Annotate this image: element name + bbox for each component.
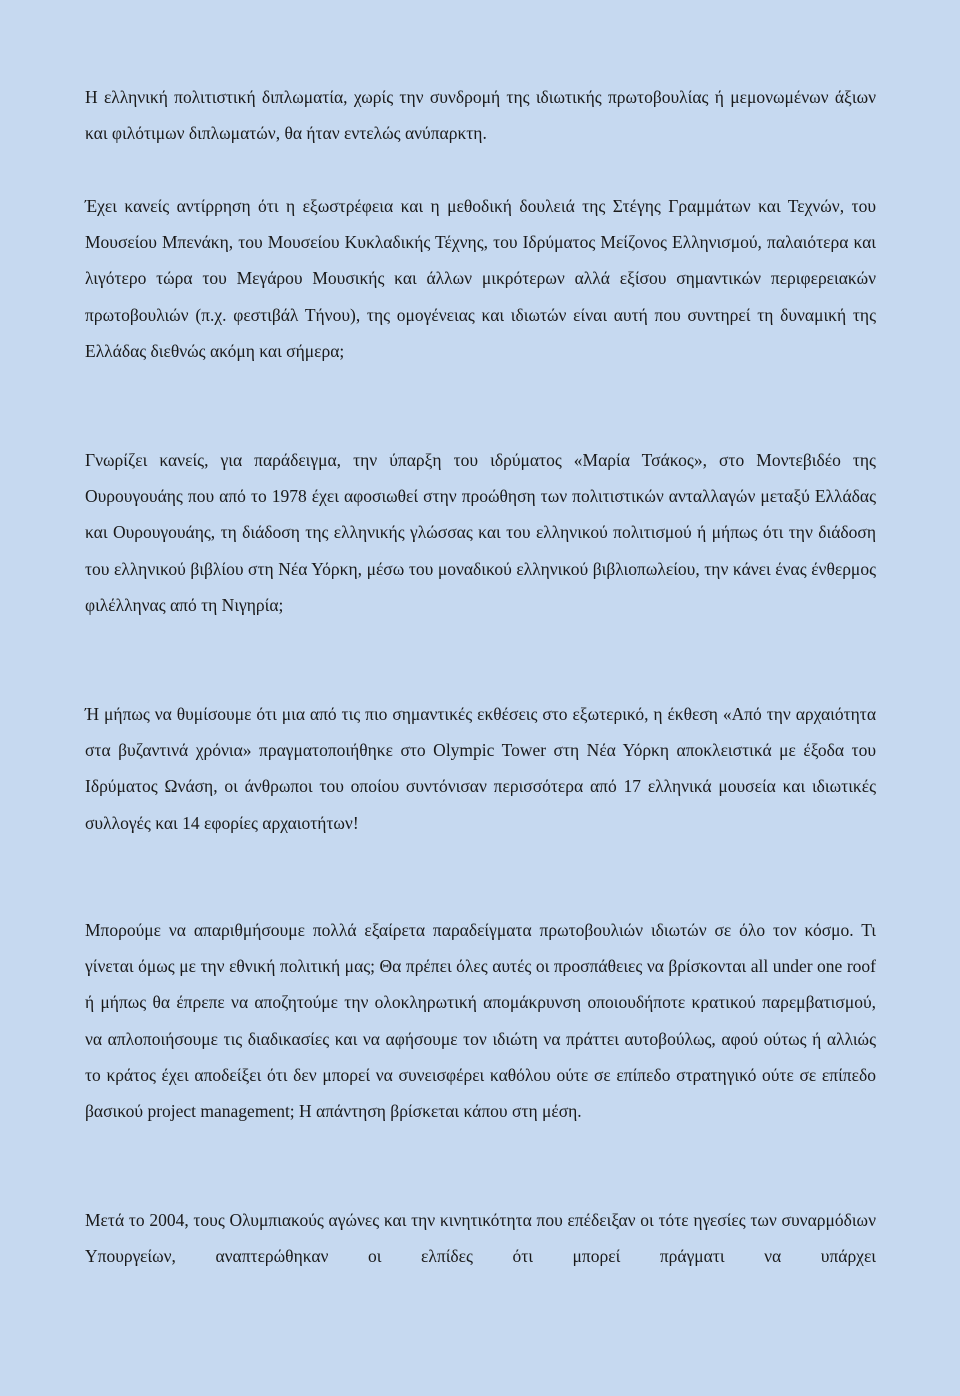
paragraph-text: Μετά το 2004, τους Ολυμπιακούς αγώνες και την κινητικότητα που επέδειξαν οι τότε ηγεσίες των συναρμόδιων Υπουργείων, αναπτερώθηκαν οι ελπίδες ότι μπορεί πράγματι να υπάρχει bbox=[85, 1210, 876, 1267]
paragraph-olympic-tower-exhibition bbox=[85, 696, 876, 841]
paragraph-text: Γνωρίζει κανείς, για παράδειγμα, την ύπαρξη του ιδρύματος «Μαρία Τσάκος», στο Μοντεβιδέο της Ουρουγουάης που από το 1978 έχει αφοσιωθεί στην προώθηση των πολιτιστικών ανταλλαγών μεταξύ Ελλάδας και Ουρουγουάης, τη διάδοση της ελληνικής γλώσσας και του ελληνικού πολιτισμού ή μήπως ότι την διάδοση του ελληνικού βιβλίου στη Νέα Υόρκη, μέσω του μοναδικού ελληνικού βιβλιοπωλείου, την κάνει ένας ένθερμος φιλέλληνας από τη Νιγηρία; bbox=[85, 450, 876, 615]
paragraph-national-policy bbox=[85, 912, 876, 1129]
paragraph-tsakos-foundation bbox=[85, 442, 876, 623]
paragraph-institutions-question bbox=[85, 188, 876, 369]
paragraph-text: Η ελληνική πολιτιστική διπλωματία, χωρίς την συνδρομή της ιδιωτικής πρωτοβουλίας ή μεμονωμένων άξιων και φιλότιμων διπλωματών, θα ήταν εντελώς ανύπαρκτη. bbox=[85, 87, 876, 144]
paragraph-text: Μπορούμε να απαριθμήσουμε πολλά εξαίρετα παραδείγματα πρωτοβουλιών ιδιωτών σε όλο τον κόσμο. Τι γίνεται όμως με την εθνική πολιτική μας; Θα πρέπει όλες αυτές οι προσπάθειες να βρίσκονται all under one roof ή μήπως θα έπρεπε να αποζητούμε την ολοκληρωτική απομάκρυνση οποιουδήποτε κρατικού παρεμβατισμού, να απλοποιήσουμε τις διαδικασίες και να αφήσουμε τον ιδιώτη να πράττει αυτοβούλως, αφού ούτως ή αλλιώς το κράτος έχει αποδείξει ότι δεν μπορεί να συνεισφέρει καθόλου ούτε σε επίπεδο στρατηγικό ούτε σε επίπεδο βασικού project management; Η απάντηση βρίσκεται κάπου στη μέση. bbox=[85, 920, 876, 1122]
paragraph-text: Ή μήπως να θυμίσουμε ότι μια από τις πιο σημαντικές εκθέσεις στο εξωτερικό, η έκθεση «Από την αρχαιότητα στα βυζαντινά χρόνια» πραγματοποιήθηκε στο Olympic Tower στη Νέα Υόρκη αποκλειστικά με έξοδα του Ιδρύματος Ωνάση, οι άνθρωποι του οποίου συντόνισαν περισσότερα από 17 ελληνικά μουσεία και ιδιωτικές συλλογές και 14 εφορίες αρχαιοτήτων! bbox=[85, 704, 876, 833]
paragraph-cultural-diplomacy bbox=[85, 79, 876, 151]
paragraph-text: Έχει κανείς αντίρρηση ότι η εξωστρέφεια και η μεθοδική δουλειά της Στέγης Γραμμάτων και Τεχνών, του Μουσείου Μπενάκη, του Μουσείου Κυκλαδικής Τέχνης, του Ιδρύματος Μείζονος Ελληνισμού, παλαιότερα και λιγότερο τώρα του Μεγάρου Μουσικής και άλλων μικρότερων αλλά εξίσου σημαντικών περιφερειακών πρωτοβουλιών (π.χ. φεστιβάλ Τήνου), της ομογένειας και ιδιωτών είναι αυτή που συντηρεί τη δυναμική της Ελλάδας διεθνώς ακόμη και σήμερα; bbox=[85, 196, 876, 361]
paragraph-after-2004 bbox=[85, 1202, 876, 1274]
